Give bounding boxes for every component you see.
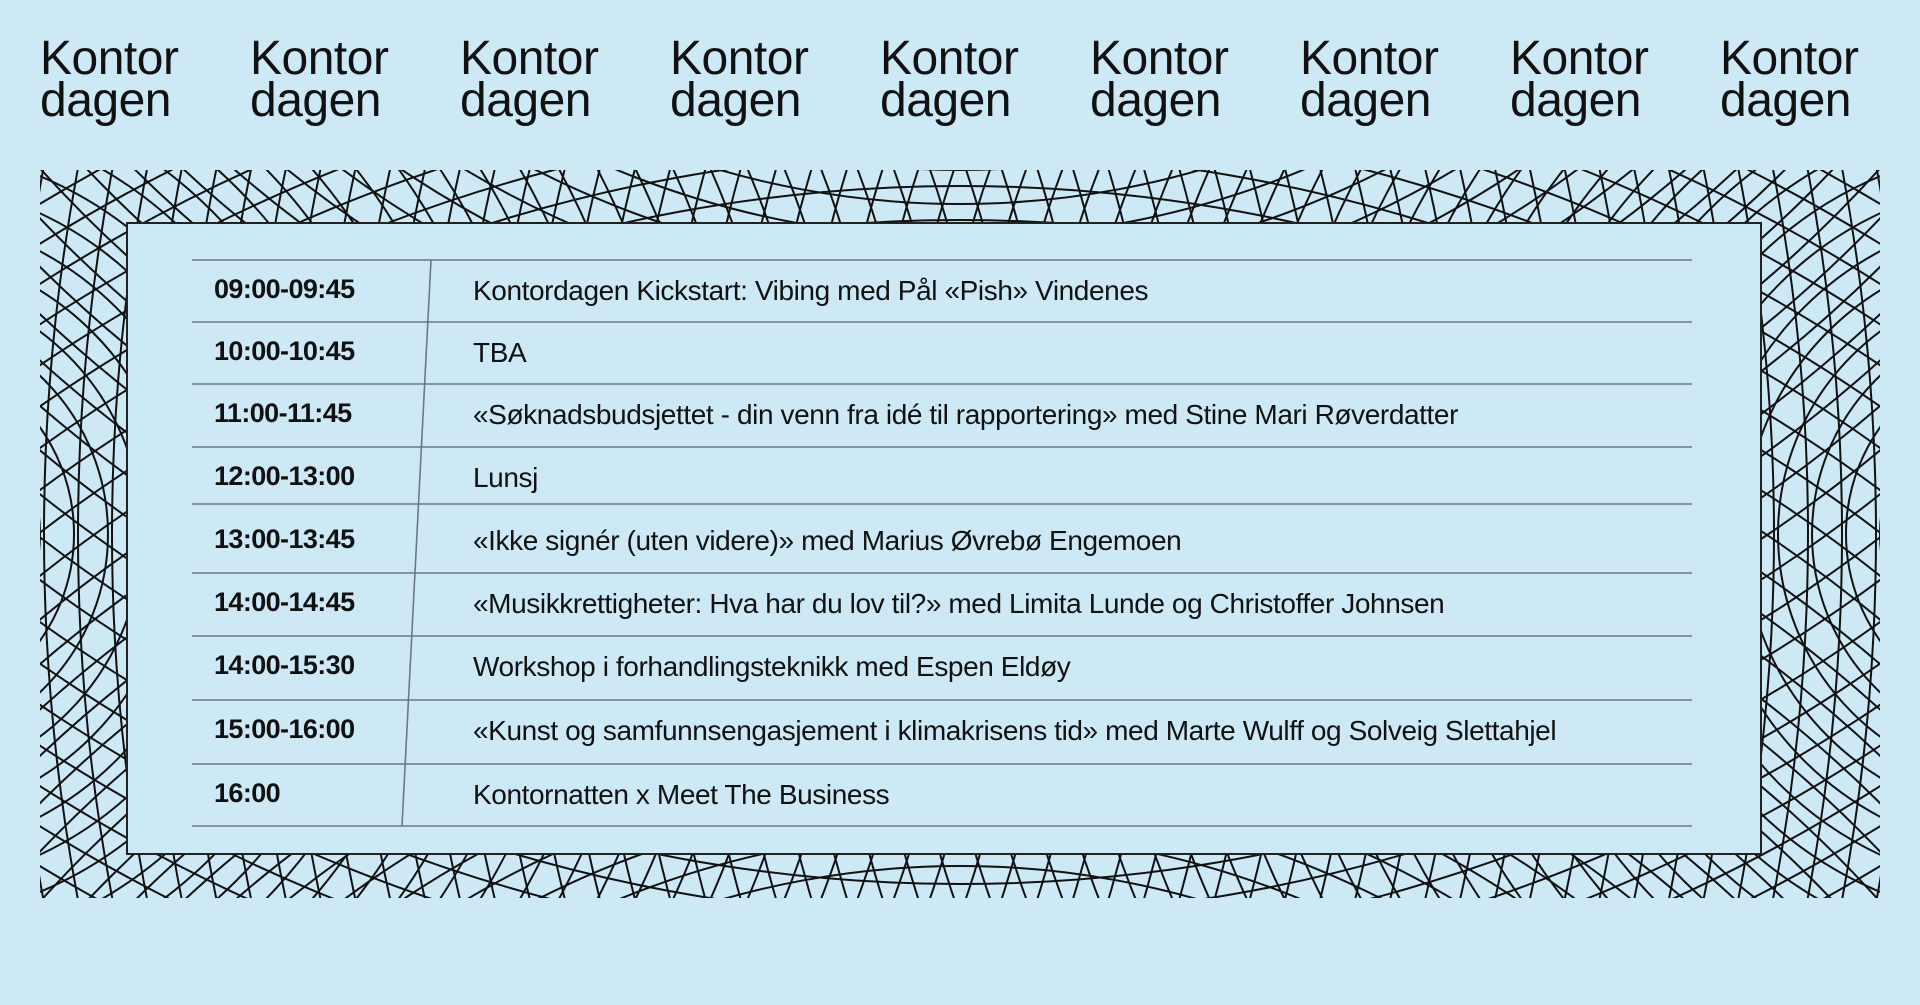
schedule-row <box>192 764 1692 826</box>
decorative-arc <box>130 900 1790 1005</box>
session-time: 15:00-16:00 <box>214 714 355 744</box>
kontordagen-logo: Kontor dagen <box>460 32 599 127</box>
schedule-row <box>192 260 1692 322</box>
kontordagen-logo: Kontor dagen <box>1300 32 1439 127</box>
session-time: 16:00 <box>214 778 281 808</box>
schedule-row <box>192 447 1692 509</box>
session-title: Kontornatten x Meet The Business <box>473 779 890 810</box>
session-title: «Søknadsbudsjettet - din venn fra idé til rapportering» med Stine Mari Røverdatter <box>473 399 1459 430</box>
session-title: Kontordagen Kickstart: Vibing med Pål «Pish» Vindenes <box>473 275 1149 306</box>
session-time: 12:00-13:00 <box>214 461 355 491</box>
kontordagen-logo: Kontor dagen <box>1510 32 1649 127</box>
schedule-row <box>192 700 1692 762</box>
session-time: 10:00-10:45 <box>214 336 355 366</box>
schedule-row <box>192 573 1692 635</box>
decorative-arc <box>164 934 1756 1005</box>
decorative-arc <box>198 0 1722 102</box>
schedule-row <box>192 510 1692 572</box>
session-time: 11:00-11:45 <box>214 398 352 428</box>
decorative-arc <box>62 832 1858 1005</box>
decorative-arc <box>164 0 1756 136</box>
kontordagen-logo: Kontor dagen <box>1090 32 1229 127</box>
decorative-arc <box>0 384 40 684</box>
session-title: «Kunst og samfunnsengasjement i klimakrisens tid» med Marte Wulff og Solveig Slettahjel <box>473 715 1557 746</box>
decorative-arc <box>130 0 1790 170</box>
session-time: 13:00-13:45 <box>214 524 355 554</box>
schedule-row <box>192 636 1692 698</box>
session-time: 14:00-14:45 <box>214 587 355 617</box>
kontordagen-logo: Kontor dagen <box>1720 32 1859 127</box>
session-title: «Musikkrettigheter: Hva har du lov til?» med Limita Lunde og Christoffer Johnsen <box>473 588 1445 619</box>
session-title: Workshop i forhandlingsteknikk med Espen Eldøy <box>473 651 1071 682</box>
decorative-arc <box>198 968 1722 1005</box>
session-time: 09:00-09:45 <box>214 274 355 304</box>
kontordagen-logo: Kontor dagen <box>40 32 179 127</box>
kontordagen-logo: Kontor dagen <box>250 32 389 127</box>
decorative-arc <box>232 0 1688 68</box>
decorative-arc <box>96 866 1824 1005</box>
session-title: «Ikke signér (uten videre)» med Marius Øvrebø Engemoen <box>473 525 1182 556</box>
decorative-arc <box>1846 350 1920 718</box>
session-title: Lunsj <box>473 462 538 493</box>
kontordagen-logo: Kontor dagen <box>670 32 809 127</box>
kontordagen-logo: Kontor dagen <box>880 32 1019 127</box>
schedule-row <box>192 384 1692 446</box>
schedule-panel <box>126 222 1762 855</box>
decorative-arc <box>266 0 1654 34</box>
decorative-arc <box>1880 384 1920 684</box>
session-title: TBA <box>473 337 527 368</box>
session-time: 14:00-15:30 <box>214 650 355 680</box>
schedule-row <box>192 322 1692 384</box>
decorative-arc <box>0 350 74 718</box>
